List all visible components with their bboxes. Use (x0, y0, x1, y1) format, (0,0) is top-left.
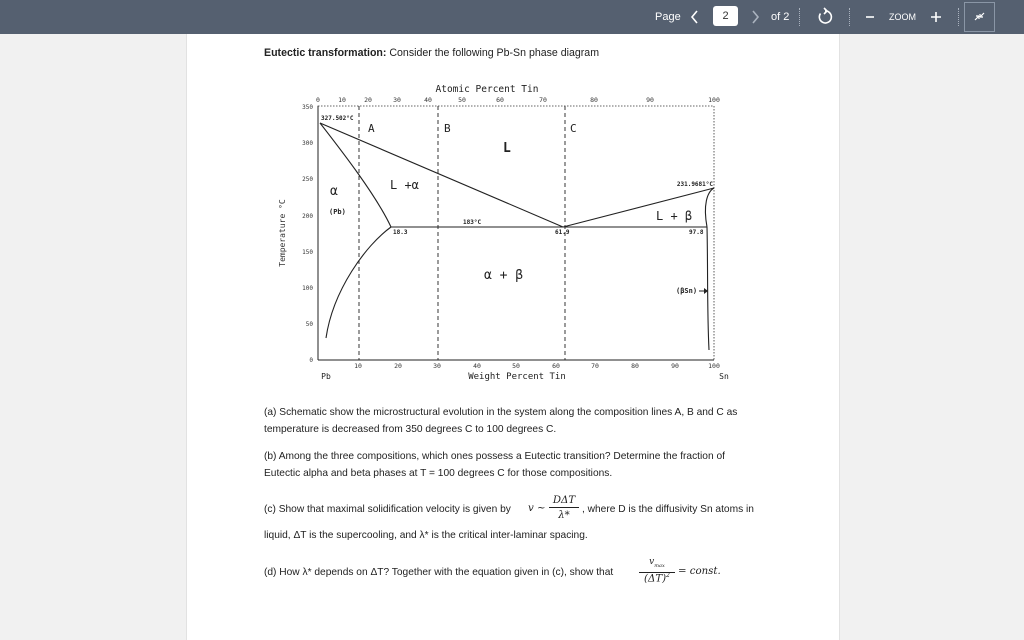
part-d-squared: 2 (666, 572, 670, 579)
bottom-tick: 30 (433, 362, 441, 370)
part-a-line-1: (a) Schematic show the microstructural evolution in the system along the composition lines A, B and C as (264, 407, 738, 418)
bottom-tick: 10 (354, 362, 362, 370)
region-beta: (βSn) (676, 287, 698, 295)
part-c-line-1b: , where D is the diffusivity Sn atoms in (582, 504, 754, 515)
prev-page-button[interactable] (690, 0, 704, 34)
part-c-denominator: λ* (558, 510, 570, 521)
y-tick: 200 (302, 213, 313, 220)
region-alpha: α (330, 184, 338, 199)
page-label: Page (655, 11, 681, 23)
zoom-out-button[interactable] (864, 0, 876, 34)
bottom-tick: 20 (394, 362, 402, 370)
label-b: B (444, 122, 451, 135)
alpha-composition: 18.3 (393, 229, 408, 236)
pb-melting-point: 327.502°C (321, 115, 354, 122)
y-tick: 100 (302, 285, 313, 292)
beta-composition: 97.8 (689, 229, 704, 236)
region-alpha-sub: (Pb) (329, 208, 346, 216)
bottom-tick: 40 (473, 362, 481, 370)
part-d-rhs: = const. (678, 566, 721, 577)
heading-text: Consider the following Pb-Sn phase diagram (386, 47, 600, 59)
rotate-button[interactable] (816, 0, 834, 34)
region-l-alpha: L +α (390, 178, 419, 192)
sn-melting-point: 231.9681°C (676, 181, 713, 188)
x-axis-label: Weight Percent Tin (468, 372, 566, 382)
solvus-beta (707, 227, 709, 350)
heading-bold: Eutectic transformation: (264, 47, 387, 59)
y-tick: 300 (302, 140, 313, 147)
chevron-right-icon (750, 0, 760, 34)
part-d-denominator (639, 572, 675, 584)
y-tick: 350 (302, 104, 313, 111)
plus-icon (929, 0, 943, 34)
bottom-tick: 80 (631, 362, 639, 370)
top-tick: 70 (539, 96, 547, 104)
toolbar-divider (958, 8, 959, 26)
minus-icon (864, 0, 876, 34)
bottom-tick: 70 (591, 362, 599, 370)
document-page (186, 34, 840, 640)
element-pb: Pb (321, 372, 331, 381)
part-c-numerator: DΔT (549, 495, 579, 508)
top-tick: 30 (393, 96, 401, 104)
top-axis-title: Atomic Percent Tin (435, 84, 539, 95)
collapse-icon (965, 3, 994, 31)
part-d-numerator (639, 556, 675, 573)
bottom-tick: 60 (552, 362, 560, 370)
top-tick: 90 (646, 96, 654, 104)
next-page-button[interactable] (750, 0, 762, 34)
part-d-max: max (654, 562, 665, 569)
top-tick: 50 (458, 96, 466, 104)
page-number-input[interactable]: 2 (713, 6, 738, 26)
top-tick: 100 (708, 96, 720, 104)
bottom-tick: 50 (512, 362, 520, 370)
eutectic-composition: 61.9 (555, 229, 570, 236)
bottom-tick: 100 (708, 362, 720, 370)
eutectic-temperature: 183°C (463, 219, 482, 226)
part-c-line-1: (c) Show that maximal solidification velocity is given by (264, 504, 511, 515)
plot-frame (318, 106, 714, 360)
part-c-v: v ~ (528, 503, 546, 514)
zoom-in-button[interactable] (929, 0, 943, 34)
problem-heading (264, 47, 599, 59)
top-tick: 40 (424, 96, 432, 104)
liquidus-left (320, 123, 563, 227)
y-tick: 0 (309, 357, 313, 364)
y-axis-label: Temperature °C (278, 199, 287, 267)
label-c: C (570, 122, 577, 135)
region-liquid: L (503, 141, 511, 156)
pdf-toolbar (0, 0, 1024, 34)
top-tick: 10 (338, 96, 346, 104)
element-sn: Sn (719, 372, 729, 381)
region-l-beta: L + β (656, 209, 693, 223)
y-tick: 250 (302, 176, 313, 183)
toolbar-divider (799, 8, 800, 26)
zoom-label: ZOOM (889, 12, 916, 22)
part-b-line-1: (b) Among the three compositions, which ones possess a Eutectic transition? Determine the fraction of (264, 451, 725, 462)
part-b-line-2: Eutectic alpha and beta phases at T = 100 degrees C for those compositions. (264, 468, 613, 479)
y-tick: 150 (302, 249, 313, 256)
part-d-delta-t: (ΔT) (644, 573, 667, 585)
part-c-line-2: liquid, ΔT is the supercooling, and λ* is the critical inter-laminar spacing. (264, 530, 588, 541)
rotate-icon (816, 0, 834, 34)
solvus-alpha (326, 227, 391, 338)
chevron-left-icon (690, 0, 700, 34)
viewer-background (0, 34, 186, 640)
solidus-beta (705, 188, 714, 227)
label-a: A (368, 122, 375, 135)
top-tick: 80 (590, 96, 598, 104)
page-total: of 2 (771, 11, 790, 23)
fit-page-button[interactable] (964, 2, 995, 32)
toolbar-divider (849, 8, 850, 26)
y-tick: 50 (305, 321, 313, 328)
top-tick: 0 (316, 96, 320, 104)
part-d-line: (d) How λ* depends on ΔT? Together with the equation given in (c), show that (264, 567, 614, 578)
region-alpha-beta: α + β (484, 268, 524, 283)
top-tick: 60 (496, 96, 504, 104)
phase-diagram (271, 80, 741, 384)
top-tick: 20 (364, 96, 372, 104)
part-d-v: v (649, 557, 655, 567)
part-a-line-2: temperature is decreased from 350 degrees C to 100 degrees C. (264, 424, 557, 435)
bottom-tick: 90 (671, 362, 679, 370)
